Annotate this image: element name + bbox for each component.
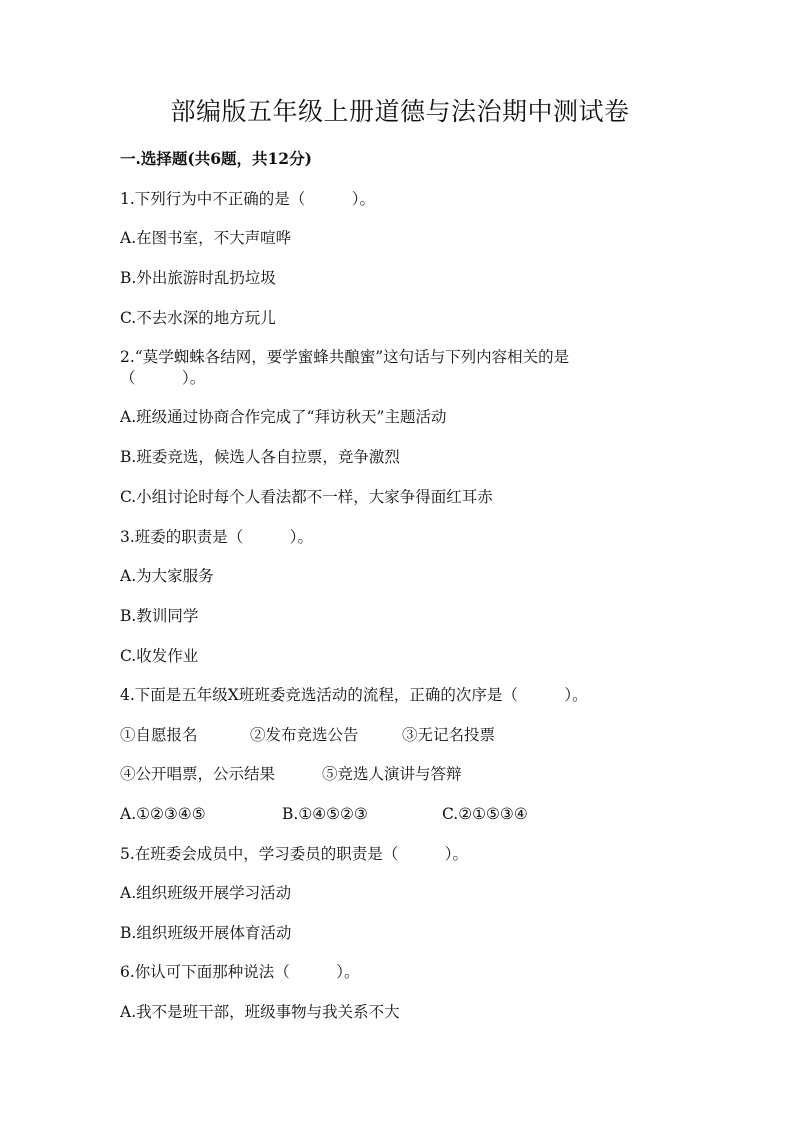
page-title: 部编版五年级上册道德与法治期中测试卷 (170, 97, 630, 126)
question-4-step-4: ④公开唱票，公示结果 (120, 765, 276, 783)
question-3-option-b: B.教训同学 (120, 607, 199, 625)
question-2-option-b: B.班委竞选，候选人各自拉票，竞争激烈 (120, 448, 400, 466)
question-1-option-a: A.在图书室，不大声喧哗 (120, 229, 292, 247)
question-4-step-3: ③无记名投票 (402, 726, 496, 744)
question-4-stem: 4.下面是五年级X班班委竞选活动的流程，正确的次序是（ ）。 (120, 686, 588, 704)
question-1-option-b: B.外出旅游时乱扔垃圾 (120, 269, 276, 287)
question-1-option-c: C.不去水深的地方玩儿 (120, 309, 276, 327)
question-4-option-c: C.②①⑤③④ (442, 805, 528, 823)
question-5-option-b: B.组织班级开展体育活动 (120, 924, 292, 942)
question-3-option-a: A.为大家服务 (120, 567, 214, 585)
question-4-step-5: ⑤竞选人演讲与答辩 (322, 765, 462, 783)
section-heading: 一.选择题(共6题，共12分) (120, 149, 312, 168)
question-2-option-a: A.班级通过协商合作完成了“拜访秋天”主题活动 (120, 408, 447, 426)
question-2-option-c: C.小组讨论时每个人看法都不一样，大家争得面红耳赤 (120, 488, 493, 506)
question-1-stem: 1.下列行为中不正确的是（ ）。 (120, 190, 376, 208)
question-5-stem: 5.在班委会成员中，学习委员的职责是（ ）。 (120, 845, 469, 863)
question-4-step-2: ②发布竞选公告 (250, 726, 359, 744)
question-6-option-a: A.我不是班干部，班级事物与我关系不大 (120, 1003, 400, 1021)
question-2-stem-line1: 2.“莫学蜘蛛各结网，要学蜜蜂共酿蜜”这句话与下列内容相关的是 (120, 348, 570, 366)
question-4-option-a: A.①②③④⑤ (120, 805, 206, 823)
question-6-stem: 6.你认可下面那种说法（ ）。 (120, 963, 360, 981)
question-2-stem-line2: （ ）。 (120, 369, 206, 387)
question-3-stem: 3.班委的职责是（ ）。 (120, 528, 314, 546)
question-3-option-c: C.收发作业 (120, 647, 199, 665)
question-5-option-a: A.组织班级开展学习活动 (120, 884, 292, 902)
question-4-option-b: B.①④⑤②③ (282, 805, 368, 823)
question-4-step-1: ①自愿报名 (120, 726, 198, 744)
